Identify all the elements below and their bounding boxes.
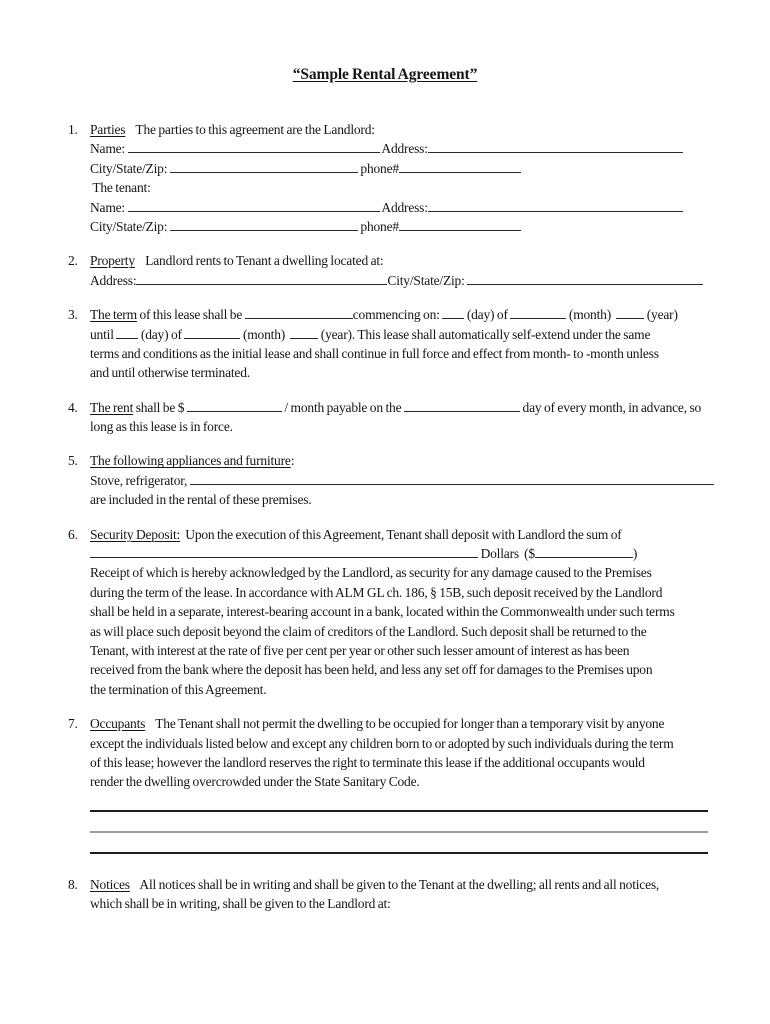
body-text: day of every month, in advance, so xyxy=(519,399,702,415)
body-text: Address: xyxy=(90,272,137,288)
body-text: Upon the execution of this Agreement, Tenant shall deposit with Landlord the sum of xyxy=(180,526,622,542)
section-content xyxy=(90,875,760,914)
text-line xyxy=(90,120,760,139)
section-number: 3. xyxy=(68,307,78,323)
body-text: (month) xyxy=(240,326,291,342)
section-heading-text: The following appliances and furniture xyxy=(90,453,291,469)
body-text: : xyxy=(290,453,295,469)
text-line xyxy=(90,271,760,290)
section-content xyxy=(90,451,760,509)
body-text: terms and conditions as the initial lease and shall continue in full force and effect from month- to -month unless xyxy=(90,345,659,361)
fill-in-rule xyxy=(90,812,708,833)
blank-field xyxy=(136,271,387,285)
page-title xyxy=(0,0,770,84)
section-rent xyxy=(0,398,770,437)
blank-field xyxy=(428,139,683,153)
body-text: / month payable on the xyxy=(281,399,404,415)
body-text: The Tenant shall not permit the dwelling to be occupied for longer than a temporary visit by anyone xyxy=(145,716,665,732)
text-line xyxy=(90,198,760,217)
text-line xyxy=(90,753,760,772)
body-text: shall be held in a separate, interest-bearing account in a bank, located within the Commonwealth under such terms xyxy=(90,604,675,620)
blank-field xyxy=(535,544,633,558)
body-text: (day) of xyxy=(138,326,185,342)
blank-field xyxy=(399,159,521,173)
red-period: . xyxy=(74,526,78,542)
text-line xyxy=(90,734,760,753)
body-text: commencing on: xyxy=(352,307,443,323)
text-line xyxy=(90,641,760,660)
section-content xyxy=(90,305,760,383)
text-line xyxy=(90,159,760,178)
body-text: ) xyxy=(632,546,638,562)
body-text: Receipt of which is hereby acknowledged by the Landlord, as security for any damage caused to the Premises xyxy=(90,565,652,581)
blank-field xyxy=(170,217,358,231)
section-number: 6. xyxy=(68,526,78,542)
section-term xyxy=(0,305,770,383)
text-line xyxy=(90,660,760,679)
section-heading-text: The rent xyxy=(90,399,134,415)
blank-field xyxy=(442,305,464,319)
text-line xyxy=(90,490,760,509)
blank-field xyxy=(128,198,380,212)
sections xyxy=(0,120,770,914)
blank-field xyxy=(399,217,521,231)
text-line xyxy=(90,305,760,324)
section-heading-text: The term xyxy=(90,307,137,323)
section-number: 1. xyxy=(68,122,78,137)
text-line xyxy=(90,714,760,733)
body-text: City/State/Zip: xyxy=(90,160,170,176)
body-text: long as this lease is in force. xyxy=(90,419,233,435)
body-text: City/State/Zip: xyxy=(387,272,468,288)
body-text: phone# xyxy=(357,160,399,176)
body-text: are included in the rental of these premises. xyxy=(90,492,312,508)
blank-field xyxy=(184,325,240,339)
text-line xyxy=(90,894,760,913)
body-text: All notices shall be in writing and shall be given to the Tenant at the dwelling; all rents and all notices, xyxy=(129,876,660,892)
fill-in-rule xyxy=(90,792,708,812)
text-line xyxy=(90,875,760,894)
body-text: The tenant: xyxy=(90,180,151,196)
blank-field xyxy=(404,398,520,412)
text-line xyxy=(90,417,760,436)
text-line xyxy=(90,217,760,236)
text-line xyxy=(90,344,760,363)
text-line xyxy=(90,583,760,602)
body-text: of this lease shall be xyxy=(136,307,245,323)
body-text: as will place such deposit beyond the claim of creditors of the Landlord. Such deposit shall be returned to the xyxy=(90,623,647,639)
section-notices xyxy=(0,875,770,914)
text-line xyxy=(90,622,760,641)
body-text: (day) of xyxy=(464,307,511,323)
section-heading-text: Security Deposit: xyxy=(90,526,181,542)
blank-field xyxy=(90,544,478,558)
blank-field xyxy=(290,325,318,339)
body-text: The parties to this agreement are the Landlord: xyxy=(125,122,375,137)
text-line xyxy=(90,471,760,490)
body-text: which shall be in writing, shall be given to the Landlord at: xyxy=(90,896,391,912)
section-number: 5. xyxy=(68,453,78,469)
section-number: 2. xyxy=(68,253,78,269)
blank-field xyxy=(467,271,703,285)
section-appliances-and-furniture xyxy=(0,451,770,509)
text-line xyxy=(90,139,760,158)
body-text: during the term of the lease. In accordance with ALM GL ch. 186, § 15B, such deposit received by the Landlord xyxy=(90,584,663,600)
section-parties xyxy=(0,120,770,236)
section-number: 8. xyxy=(68,876,78,892)
body-text: the termination of this Agreement. xyxy=(90,681,267,697)
blank-field xyxy=(245,305,353,319)
text-line xyxy=(90,178,760,197)
fill-in-rule xyxy=(90,833,708,854)
section-content xyxy=(90,251,760,290)
section-content xyxy=(90,398,760,437)
body-text: Dollars ($ xyxy=(478,546,535,562)
body-text: Address: xyxy=(379,199,428,215)
body-text: received from the bank where the deposit has been held, and less any set off for damages to the Premises upon xyxy=(90,662,653,678)
section-heading-text: Occupants xyxy=(90,716,146,732)
text-line xyxy=(90,325,760,344)
text-line xyxy=(90,602,760,621)
section-number: 4. xyxy=(68,399,78,415)
body-text: Name: xyxy=(90,199,128,215)
section-heading-text: Property xyxy=(90,253,135,269)
blank-field xyxy=(170,159,358,173)
blank-field xyxy=(116,325,138,339)
body-text: Address: xyxy=(379,141,428,157)
section-heading-text: Parties xyxy=(90,122,126,137)
body-text: Stove, refrigerator, xyxy=(90,472,190,488)
section-security-deposit xyxy=(0,525,770,700)
body-text: (year). This lease shall automatically self-extend under the same xyxy=(318,326,651,342)
text-line xyxy=(90,563,760,582)
section-occupants xyxy=(0,714,770,854)
text-line xyxy=(90,451,760,470)
text-line xyxy=(90,680,760,699)
body-text: shall be $ xyxy=(133,399,187,415)
blank-field xyxy=(128,139,380,153)
body-text: Landlord rents to Tenant a dwelling located at: xyxy=(134,253,384,269)
body-text: (month) xyxy=(566,307,617,323)
blank-field xyxy=(190,471,714,485)
body-text: phone# xyxy=(357,218,399,234)
section-heading-text: Notices xyxy=(90,876,130,892)
section-content xyxy=(90,525,760,700)
body-text: City/State/Zip: xyxy=(90,218,170,234)
blank-field xyxy=(428,198,683,212)
blank-field xyxy=(510,305,566,319)
text-line xyxy=(90,251,760,270)
body-text: Name: xyxy=(90,141,128,157)
body-text: (year) xyxy=(644,307,678,323)
text-line xyxy=(90,525,760,544)
body-text: Tenant, with interest at the rate of five per cent per year or other such lesser amount of interest as has been xyxy=(90,642,630,658)
page-title-text: “Sample Rental Agreement” xyxy=(292,66,478,83)
text-line xyxy=(90,772,760,791)
text-line xyxy=(90,398,760,417)
text-line xyxy=(90,544,760,563)
body-text: until xyxy=(90,326,117,342)
body-text: render the dwelling overcrowded under the State Sanitary Code. xyxy=(90,774,420,790)
blank-field xyxy=(187,398,282,412)
section-property xyxy=(0,251,770,290)
section-number: 7. xyxy=(68,716,78,732)
body-text: and until otherwise terminated. xyxy=(90,365,250,381)
section-content xyxy=(90,714,760,854)
blank-field xyxy=(616,305,644,319)
text-line xyxy=(90,363,760,382)
body-text: except the individuals listed below and except any children born to or adopted by such individuals during the term xyxy=(90,735,674,751)
body-text: of this lease; however the landlord reserves the right to terminate this lease if the additional occupants would xyxy=(90,754,645,770)
section-content xyxy=(90,120,760,236)
